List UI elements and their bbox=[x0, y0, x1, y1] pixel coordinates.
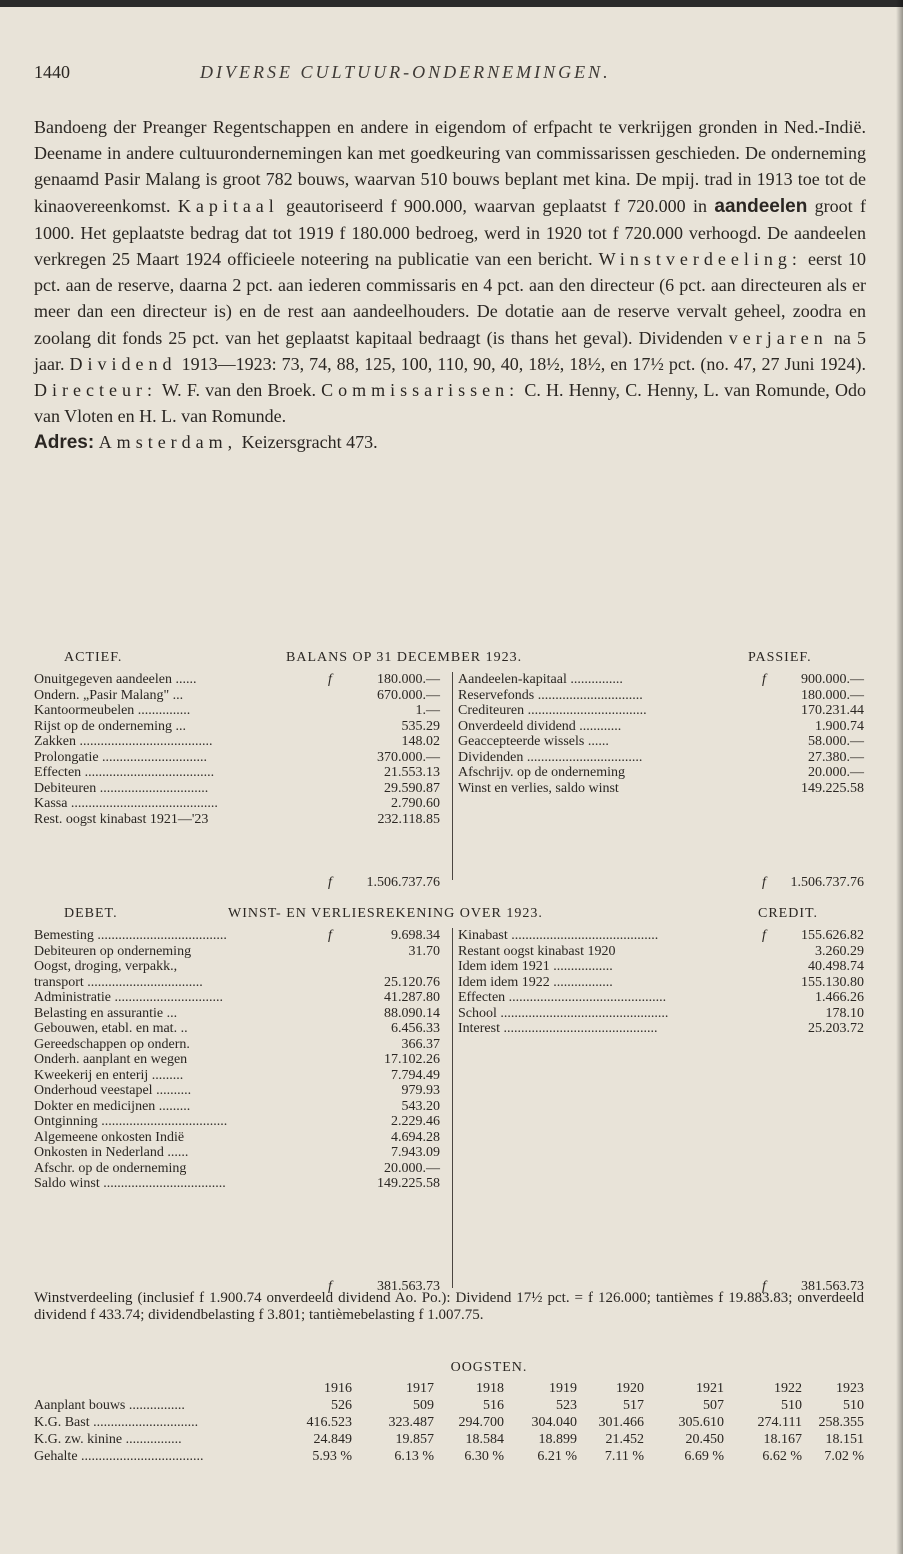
ledger-row-label: Effecten ............................................. bbox=[458, 990, 667, 1005]
adres-label: Adres: bbox=[34, 432, 95, 454]
ledger-row-value: 979.93 bbox=[401, 1083, 440, 1098]
page-header-title: DIVERSE CULTUUR-ONDERNEMINGEN. bbox=[200, 62, 611, 82]
harvest-value: 526 bbox=[331, 1398, 352, 1413]
ledger-row bbox=[34, 719, 444, 735]
harvest-value: 19.857 bbox=[395, 1432, 434, 1447]
ledger-row bbox=[34, 1021, 444, 1037]
harvest-year: 1922 bbox=[774, 1381, 802, 1396]
dividend-label: Dividend bbox=[69, 353, 177, 374]
ledger-row bbox=[34, 688, 444, 704]
ledger-row-value: 232.118.85 bbox=[377, 811, 440, 827]
ledger-row bbox=[458, 765, 864, 781]
harvest-row bbox=[34, 1448, 864, 1465]
actief-heading: ACTIEF. bbox=[64, 650, 123, 665]
harvest-years-row bbox=[34, 1380, 864, 1397]
directeur-label: Directeur: bbox=[34, 380, 157, 401]
ledger-row bbox=[34, 781, 444, 797]
ledger-row-value: 1.900.74 bbox=[815, 718, 864, 734]
credit-heading: CREDIT. bbox=[758, 906, 819, 921]
harvest-row-label: K.G. zw. kinine ................ bbox=[34, 1432, 182, 1447]
harvest-year: 1919 bbox=[549, 1381, 577, 1396]
paragraph-text: C. H. Henny, C. Henny, L. van Romunde, Odo van Vloten en H. L. van Romunde. bbox=[34, 380, 866, 427]
harvest-value: 416.523 bbox=[306, 1415, 352, 1430]
paragraph-text: Bandoeng der Preanger Regentschappen en andere in eigendom of erfpacht te verkrijgen gronden in Ned.-Indië. Deename in andere cultuurondernemingen kan met goedkeuring van commissarissen geschieden. De onderneming genaamd Pasir Malang is groot 782 bouws, waarvan 510 bouws beplant met kina. De mpij. trad in 1913 toe tot de kinaovereenkomst. bbox=[34, 117, 866, 216]
ledger-row-value: 178.10 bbox=[825, 1005, 864, 1021]
ledger-row bbox=[458, 1021, 864, 1037]
ledger-row-value: 7.943.09 bbox=[391, 1145, 440, 1160]
profit-loss-body bbox=[34, 928, 864, 1252]
ledger-row-value: 149.225.58 bbox=[801, 780, 864, 796]
ledger-row-value: 9.698.34 bbox=[391, 928, 440, 943]
ledger-row bbox=[458, 959, 864, 975]
paragraph-text: eerst 10 pct. aan de reserve, daarna 2 pct. aan iederen commissaris en 4 pct. aan den directeur (6 pct. aan directeuren als er meer dan een directeur is) en de rest aan aandeelhouders. De dotatie aan de reserve vervalt geheel, zoodra en zoolang dit fonds 25 pct. van het geplaatst kapitaal bedraagt (is thans het geval). Dividenden bbox=[34, 249, 867, 348]
ledger-row-value: 20.000.— bbox=[808, 765, 864, 780]
ledger-row bbox=[34, 734, 444, 750]
passief-list bbox=[458, 672, 864, 796]
ledger-row bbox=[458, 1006, 864, 1022]
paragraph-text: na 5 jaar. bbox=[34, 327, 866, 374]
paragraph-text: groot f 1000. Het geplaatste bedrag dat tot 1919 f 180.000 bedroeg, werd in 1920 tot f 720.000 verhoogd. De aandeelen verkregen 25 Maart 1924 officieele noteering na publicatie van een bericht. bbox=[34, 195, 867, 270]
ledger-row bbox=[458, 975, 864, 991]
ledger-row-label: Saldo winst ................................... bbox=[34, 1176, 226, 1191]
ledger-row-value: 670.000.— bbox=[377, 687, 440, 703]
currency-sign: f bbox=[328, 928, 332, 943]
harvest-value: 510 bbox=[781, 1398, 802, 1413]
ledger-row-value: 370.000.— bbox=[377, 749, 440, 765]
kapitaal-label: Kapitaal bbox=[177, 195, 279, 216]
ledger-row-label: Dokter en medicijnen ......... bbox=[34, 1098, 191, 1114]
actief-list bbox=[34, 672, 444, 827]
ledger-row-label: Dividenden ................................. bbox=[458, 749, 643, 765]
ledger-row-label: Idem idem 1921 ................. bbox=[458, 959, 613, 974]
ledger-row bbox=[34, 1161, 444, 1177]
commissarissen-label: Commissarissen: bbox=[321, 380, 520, 401]
ledger-row bbox=[34, 928, 444, 944]
ledger-row-value: 180.000.— bbox=[377, 672, 440, 687]
ledger-row-value: 27.380.— bbox=[808, 749, 864, 765]
ledger-row-label: Rijst op de onderneming ... bbox=[34, 718, 187, 734]
ledger-row bbox=[458, 672, 864, 688]
ledger-row-value: 17.102.26 bbox=[384, 1052, 440, 1067]
ledger-row bbox=[34, 703, 444, 719]
ledger-row-value: 88.090.14 bbox=[384, 1005, 440, 1021]
balance-totals bbox=[34, 872, 864, 894]
ledger-row-label: Onderhoud veestapel .......... bbox=[34, 1083, 192, 1098]
ledger-row bbox=[458, 703, 864, 719]
ledger-row-label: Debiteuren op onderneming bbox=[34, 943, 192, 959]
ledger-row bbox=[34, 959, 444, 975]
harvest-value: 517 bbox=[623, 1398, 644, 1413]
ledger-row-value: 4.694.28 bbox=[391, 1129, 440, 1145]
ledger-row-label: Kweekerij en enterij ......... bbox=[34, 1067, 184, 1083]
ledger-row-value: 21.553.13 bbox=[384, 765, 440, 780]
profit-loss-title: WINST- EN VERLIESREKENING OVER 1923. bbox=[228, 906, 543, 921]
harvest-value: 516 bbox=[483, 1398, 504, 1413]
credit-list bbox=[458, 928, 864, 1037]
ledger-row-value: 20.000.— bbox=[384, 1160, 440, 1176]
ledger-row bbox=[458, 944, 864, 960]
currency-sign: f bbox=[328, 672, 332, 687]
harvest-value: 18.151 bbox=[825, 1432, 864, 1447]
adres-city: Amsterdam, bbox=[98, 432, 238, 453]
ledger-row bbox=[34, 1037, 444, 1053]
ledger-row bbox=[34, 1083, 444, 1099]
harvest-value: 5.93 % bbox=[312, 1449, 352, 1464]
ledger-row-value: 1.— bbox=[415, 703, 440, 718]
credit-total: 381.563.73 bbox=[801, 1279, 864, 1294]
ledger-row-label: Rest. oogst kinabast 1921—'23 bbox=[34, 811, 209, 827]
ledger-row-label: Kinabast .......................................... bbox=[458, 928, 659, 943]
debet-total: 381.563.73 bbox=[377, 1279, 440, 1294]
ledger-row-value: 170.231.44 bbox=[801, 703, 864, 718]
profit-loss-header bbox=[34, 906, 864, 928]
currency-sign: f bbox=[328, 875, 332, 890]
harvest-table bbox=[34, 1360, 864, 1465]
ledger-row-label: Reservefonds .............................. bbox=[458, 687, 643, 703]
ledger-row bbox=[34, 1068, 444, 1084]
ledger-row-value: 148.02 bbox=[401, 734, 440, 749]
ledger-row bbox=[34, 990, 444, 1006]
ledger-row-label: Prolongatie .............................. bbox=[34, 749, 208, 765]
ledger-row-label: Onderh. aanplant en wegen bbox=[34, 1052, 188, 1067]
ledger-row bbox=[34, 1052, 444, 1068]
ledger-row-label: Bemesting ..................................... bbox=[34, 928, 227, 943]
harvest-year: 1918 bbox=[476, 1381, 504, 1396]
harvest-value: 7.11 % bbox=[604, 1449, 644, 1464]
harvest-row-label: Gehalte ................................... bbox=[34, 1449, 204, 1464]
currency-sign: f bbox=[762, 1279, 766, 1294]
ledger-row-value: 58.000.— bbox=[808, 734, 864, 749]
ledger-row-label: Algemeene onkosten Indië bbox=[34, 1129, 185, 1145]
ledger-row-label: Oogst, droging, verpakk., bbox=[34, 959, 178, 974]
ledger-row-label: Interest ............................................ bbox=[458, 1021, 658, 1036]
ledger-row-value: 41.287.80 bbox=[384, 990, 440, 1005]
profit-loss-account bbox=[34, 906, 864, 1298]
ledger-row-value: 31.70 bbox=[408, 943, 440, 959]
ledger-row-value: 25.203.72 bbox=[808, 1021, 864, 1036]
debet-list bbox=[34, 928, 444, 1192]
harvest-year: 1917 bbox=[406, 1381, 434, 1396]
ledger-row-label: Gebouwen, etabl. en mat. .. bbox=[34, 1021, 188, 1036]
harvest-value: 305.610 bbox=[678, 1415, 724, 1430]
verjaren-label: verjaren bbox=[728, 327, 828, 348]
ledger-row-value: 155.130.80 bbox=[801, 974, 864, 990]
scan-top-edge bbox=[0, 0, 903, 7]
ledger-row-label: Geaccepteerde wissels ...... bbox=[458, 734, 609, 749]
balance-sheet-header bbox=[34, 650, 864, 672]
harvest-value: 18.899 bbox=[538, 1432, 577, 1447]
ledger-row bbox=[458, 734, 864, 750]
harvest-row bbox=[34, 1397, 864, 1414]
harvest-value: 6.13 % bbox=[394, 1449, 434, 1464]
paragraph-text: 1913—1923: 73, 74, 88, 125, 100, 110, 90, 40, 18½, 18½, en 17½ pct. (no. 47, 27 Juni 1924). bbox=[181, 353, 867, 374]
passief-heading: PASSIEF. bbox=[748, 650, 812, 665]
ledger-row-value: 180.000.— bbox=[801, 687, 864, 703]
column-divider bbox=[452, 672, 453, 880]
ledger-row-label: Debiteuren ............................... bbox=[34, 780, 209, 796]
ledger-row-label: Zakken ...................................... bbox=[34, 734, 213, 749]
ledger-row bbox=[34, 750, 444, 766]
ledger-row-label: Restant oogst kinabast 1920 bbox=[458, 943, 616, 959]
harvest-value: 18.584 bbox=[465, 1432, 504, 1447]
ledger-row bbox=[34, 796, 444, 812]
ledger-row bbox=[458, 928, 864, 944]
ledger-row-value: 7.794.49 bbox=[391, 1067, 440, 1083]
ledger-row-label: Crediteuren .................................. bbox=[458, 703, 647, 718]
ledger-row bbox=[458, 781, 864, 797]
ledger-row-label: Aandeelen-kapitaal ............... bbox=[458, 672, 623, 687]
ledger-row bbox=[34, 1176, 444, 1192]
ledger-row-value: 3.260.29 bbox=[815, 943, 864, 959]
harvest-year: 1923 bbox=[836, 1381, 864, 1396]
ledger-row-value: 543.20 bbox=[401, 1098, 440, 1114]
ledger-row bbox=[34, 1099, 444, 1115]
passief-total: 1.506.737.76 bbox=[790, 875, 864, 890]
harvest-value: 523 bbox=[556, 1398, 577, 1413]
harvest-value: 510 bbox=[843, 1398, 864, 1413]
adres-street: Keizersgracht 473. bbox=[241, 432, 378, 453]
ledger-row-label: School ................................................ bbox=[458, 1005, 669, 1021]
ledger-row-label: Kassa .......................................... bbox=[34, 796, 218, 811]
company-description bbox=[34, 114, 866, 457]
ledger-row-value: 1.466.26 bbox=[815, 990, 864, 1005]
harvest-row-label: K.G. Bast .............................. bbox=[34, 1415, 199, 1430]
ledger-row-value: 366.37 bbox=[401, 1036, 440, 1052]
currency-sign: f bbox=[328, 1279, 332, 1294]
harvest-value: 304.040 bbox=[531, 1415, 577, 1430]
ledger-row-label: Winst en verlies, saldo winst bbox=[458, 780, 619, 796]
ledger-row-value: 25.120.76 bbox=[384, 974, 440, 990]
ledger-row-label: Kantoormeubelen ............... bbox=[34, 703, 191, 718]
ledger-row bbox=[458, 719, 864, 735]
ledger-row bbox=[34, 1145, 444, 1161]
ledger-row-label: Gereedschappen op ondern. bbox=[34, 1036, 190, 1052]
ledger-row-label: Administratie ............................... bbox=[34, 990, 223, 1005]
ledger-row-value: 40.498.74 bbox=[808, 959, 864, 974]
aandeelen-label: aandeelen bbox=[714, 195, 808, 217]
harvest-value: 21.452 bbox=[605, 1432, 644, 1447]
harvest-value: 294.700 bbox=[458, 1415, 504, 1430]
ledger-row bbox=[34, 975, 444, 991]
actief-total: 1.506.737.76 bbox=[366, 875, 440, 890]
currency-sign: f bbox=[762, 928, 766, 943]
harvest-row bbox=[34, 1414, 864, 1431]
ledger-row-label: Afschr. op de onderneming bbox=[34, 1160, 187, 1176]
ledger-row bbox=[34, 765, 444, 781]
ledger-row-value: 535.29 bbox=[401, 718, 440, 734]
ledger-row-value: 149.225.58 bbox=[377, 1176, 440, 1191]
paragraph-text: geautoriseerd f 900.000, waarvan geplaatst f 720.000 in bbox=[286, 195, 708, 216]
column-divider bbox=[452, 928, 453, 1288]
ledger-row bbox=[458, 990, 864, 1006]
ledger-row-value: 2.790.60 bbox=[391, 796, 440, 811]
ledger-row-label: Onverdeeld dividend ............ bbox=[458, 718, 622, 734]
harvest-value: 258.355 bbox=[818, 1415, 864, 1430]
ledger-row bbox=[34, 672, 444, 688]
ledger-row bbox=[458, 750, 864, 766]
harvest-year: 1920 bbox=[616, 1381, 644, 1396]
harvest-value: 509 bbox=[413, 1398, 434, 1413]
address-line bbox=[34, 429, 866, 456]
ledger-row-label: Belasting en assurantie ... bbox=[34, 1005, 178, 1021]
page-number: 1440 bbox=[34, 62, 70, 82]
harvest-table-title: OOGSTEN. bbox=[450, 1360, 528, 1375]
currency-sign: f bbox=[762, 672, 766, 687]
ledger-row-label: Idem idem 1922 ................. bbox=[458, 974, 613, 990]
harvest-value: 6.62 % bbox=[762, 1449, 802, 1464]
ledger-row bbox=[34, 1006, 444, 1022]
ledger-row-value: 155.626.82 bbox=[801, 928, 864, 943]
ledger-row bbox=[458, 688, 864, 704]
harvest-row-label: Aanplant bouws ................ bbox=[34, 1398, 185, 1413]
winstverdeeling-label: Winstverdeeling: bbox=[598, 249, 802, 270]
balance-sheet bbox=[34, 650, 864, 894]
ledger-row-value: 6.456.33 bbox=[391, 1021, 440, 1036]
ledger-row-value: 900.000.— bbox=[801, 672, 864, 687]
harvest-value: 301.466 bbox=[598, 1415, 644, 1430]
harvest-value: 6.30 % bbox=[464, 1449, 504, 1464]
balance-sheet-body bbox=[34, 672, 864, 872]
harvest-value: 20.450 bbox=[685, 1432, 724, 1447]
ledger-row bbox=[34, 1114, 444, 1130]
currency-sign: f bbox=[762, 875, 766, 890]
ledger-row-label: Ontginning .................................... bbox=[34, 1114, 228, 1129]
ledger-row-label: transport ................................. bbox=[34, 974, 203, 990]
ledger-row-value: 2.229.46 bbox=[391, 1114, 440, 1129]
scan-right-edge bbox=[896, 0, 903, 1554]
ledger-row-label: Ondern. „Pasir Malang" ... bbox=[34, 687, 184, 703]
harvest-value: 323.487 bbox=[388, 1415, 434, 1430]
ledger-row-label: Onkosten in Nederland ...... bbox=[34, 1145, 189, 1160]
harvest-value: 18.167 bbox=[763, 1432, 802, 1447]
harvest-value: 274.111 bbox=[757, 1415, 802, 1430]
harvest-rows bbox=[34, 1397, 864, 1465]
harvest-row bbox=[34, 1431, 864, 1448]
paragraph-text: W. F. van den Broek. bbox=[161, 380, 316, 401]
balance-sheet-title: BALANS OP 31 DECEMBER 1923. bbox=[286, 650, 523, 665]
ledger-row-label: Onuitgegeven aandeelen ...... bbox=[34, 672, 197, 687]
harvest-value: 6.69 % bbox=[684, 1449, 724, 1464]
harvest-year: 1921 bbox=[696, 1381, 724, 1396]
ledger-row-label: Afschrijv. op de onderneming bbox=[458, 765, 626, 780]
harvest-year: 1916 bbox=[324, 1381, 352, 1396]
ledger-row bbox=[34, 944, 444, 960]
ledger-row bbox=[34, 812, 444, 828]
harvest-value: 7.02 % bbox=[824, 1449, 864, 1464]
ledger-row-value: 29.590.87 bbox=[384, 780, 440, 796]
debet-heading: DEBET. bbox=[64, 906, 118, 921]
ledger-row bbox=[34, 1130, 444, 1146]
harvest-value: 24.849 bbox=[313, 1432, 352, 1447]
running-head bbox=[34, 62, 874, 86]
profit-distribution-note: Winstverdeeling (inclusief f 1.900.74 onverdeeld dividend Ao. Po.): Dividend 17½ pct. = f 126.000; tantièmes f 19.883.83; onverdeeld dividend f 433.74; dividendbelasting f 3.801; tantièmebelasting f 1.007.75. bbox=[34, 1290, 864, 1323]
ledger-row-label: Effecten ..................................... bbox=[34, 765, 215, 780]
harvest-value: 507 bbox=[703, 1398, 724, 1413]
harvest-value: 6.21 % bbox=[537, 1449, 577, 1464]
